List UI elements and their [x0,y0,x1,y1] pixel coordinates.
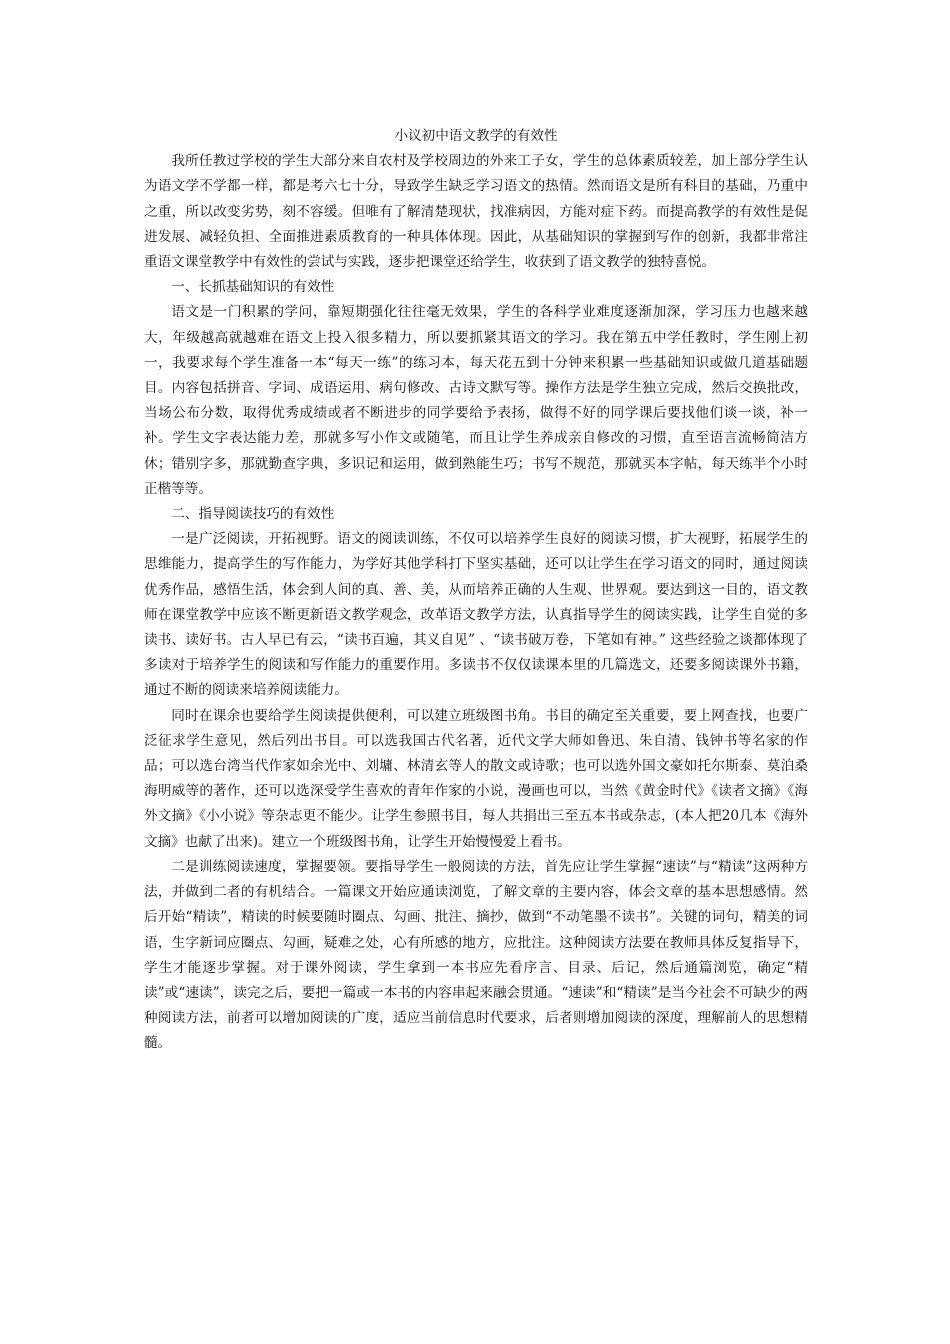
document-body [144,124,808,1057]
section-heading-1: 一、长抓基础知识的有效性 [171,279,335,296]
section-heading-2: 二、指导阅读技巧的有效性 [171,506,335,523]
section-2-paragraph-3: 二是训练阅读速度，掌握要领。要指导学生一般阅读的方法，首先应让学生掌握“速读”与“精读”这两种方法，并做到二者的有机结合。一篇课文开始应通读浏览，了解文章的主要内容，体会文章的基本思想感情。然后开始“精读”，精读的时候要随时圈点、勾画、批注、摘抄，做到“不动笔墨不读书”。关键的词句，精美的词语，生字新词应圈点、勾画，疑难之处，心有所感的地方，应批注。这种阅读方法要在教师具体反复指导下，学生才能逐步掌握。对于课外阅读，学生拿到一本书应先看序言、目录、后记，然后通篇浏览，确定“精读”或“速读”，读完之后，要把一篇或一本书的内容串起来融会贯通。“速读”和“精读”是当今社会不可缺少的两种阅读方法，前者可以增加阅读的广度，适应当前信息时代要求，后者则增加阅读的深度，理解前人的思想精髓。 [144,858,808,1052]
section-2-paragraph-2: 同时在课余也要给学生阅读提供便利，可以建立班级图书角。书目的确定至关重要，要上网查找，也要广泛征求学生意见，然后列出书目。可以选我国古代名著，近代文学大师如鲁迅、朱自清、钱钟书等名家的作品；可以选台湾当代作家如余光中、刘墉、林清玄等人的散文或诗歌；也可以选外国文豪如托尔斯泰、莫泊桑海明威等的著作，还可以选深受学生喜欢的青年作家的小说，漫画也可以，当然《黄金时代》《读者文摘》《海外文摘》《小小说》等杂志更不能少。让学生参照书目，每人共捐出三至五本书或杂志，(本人把20几本《海外文摘》也献了出来)。建立一个班级图书角，让学生开始慢慢爱上看书。 [144,707,808,850]
document-title: 小议初中语文教学的有效性 [394,128,558,144]
section-1-paragraph: 语文是一门积累的学问，靠短期强化往往毫无效果，学生的各科学业难度逐渐加深，学习压力也越来越大，年级越高就越难在语文上投入很多精力，所以要抓紧其语文的学习。我在第五中学任教时，学生刚上初一，我要求每个学生准备一本“每天一练”的练习本，每天花五到十分钟来积累一些基础知识或做几道基础题目。内容包括拼音、字词、成语运用、病句修改、古诗文默写等。操作方法是学生独立完成，然后交换批改，当场公布分数，取得优秀成绩或者不断进步的同学要给予表扬，做得不好的同学课后要找他们谈一谈，补一补。学生文字表达能力差，那就多写小作文或随笔，而且让学生养成亲自修改的习惯，直至语言流畅简洁方休；错别字多，那就勤查字典，多识记和运用，做到熟能生巧；书写不规范，那就买本字帖，每天练半个小时正楷等等。 [144,304,808,497]
section-2-paragraph-1: 一是广泛阅读，开拓视野。语文的阅读训练，不仅可以培养学生良好的阅读习惯，扩大视野，拓展学生的思维能力，提高学生的写作能力，为学好其他学科打下坚实基础，还可以让学生在学习语文的同时，通过阅读优秀作品，感悟生活，体会到人间的真、善、美，从而培养正确的人生观、世界观。要达到这一目的，语文教师在课堂教学中应该不断更新语文教学观念，改革语文教学方法，认真指导学生的阅读实践，让学生自觉的多读书、读好书。古人早已有云，“读书百遍，其义自见” 、“读书破万卷，下笔如有神。” 这些经验之谈都体现了多读对于培养学生的阅读和写作能力的重要作用。多读书不仅仅读课本里的几篇选文，还要多阅读课外书籍，通过不断的阅读来培养阅读能力。 [144,531,808,699]
intro-paragraph: 我所任教过学校的学生大部分来自农村及学校周边的外来工子女，学生的总体素质较差，加上部分学生认为语文学不学都一样，都是考六七十分，导致学生缺乏学习语文的热情。然而语文是所有科目的基础，乃重中之重，所以改变劣势，刻不容缓。但唯有了解清楚现状，找准病因，方能对症下药。而提高教学的有效性是促进发展、减轻负担、全面推进素质教育的一种具体体现。因此，从基础知识的掌握到写作的创新，我都非常注重语文课堂教学中有效性的尝试与实践，逐步把课堂还给学生，收获到了语文教学的独特喜悦。 [144,153,808,271]
